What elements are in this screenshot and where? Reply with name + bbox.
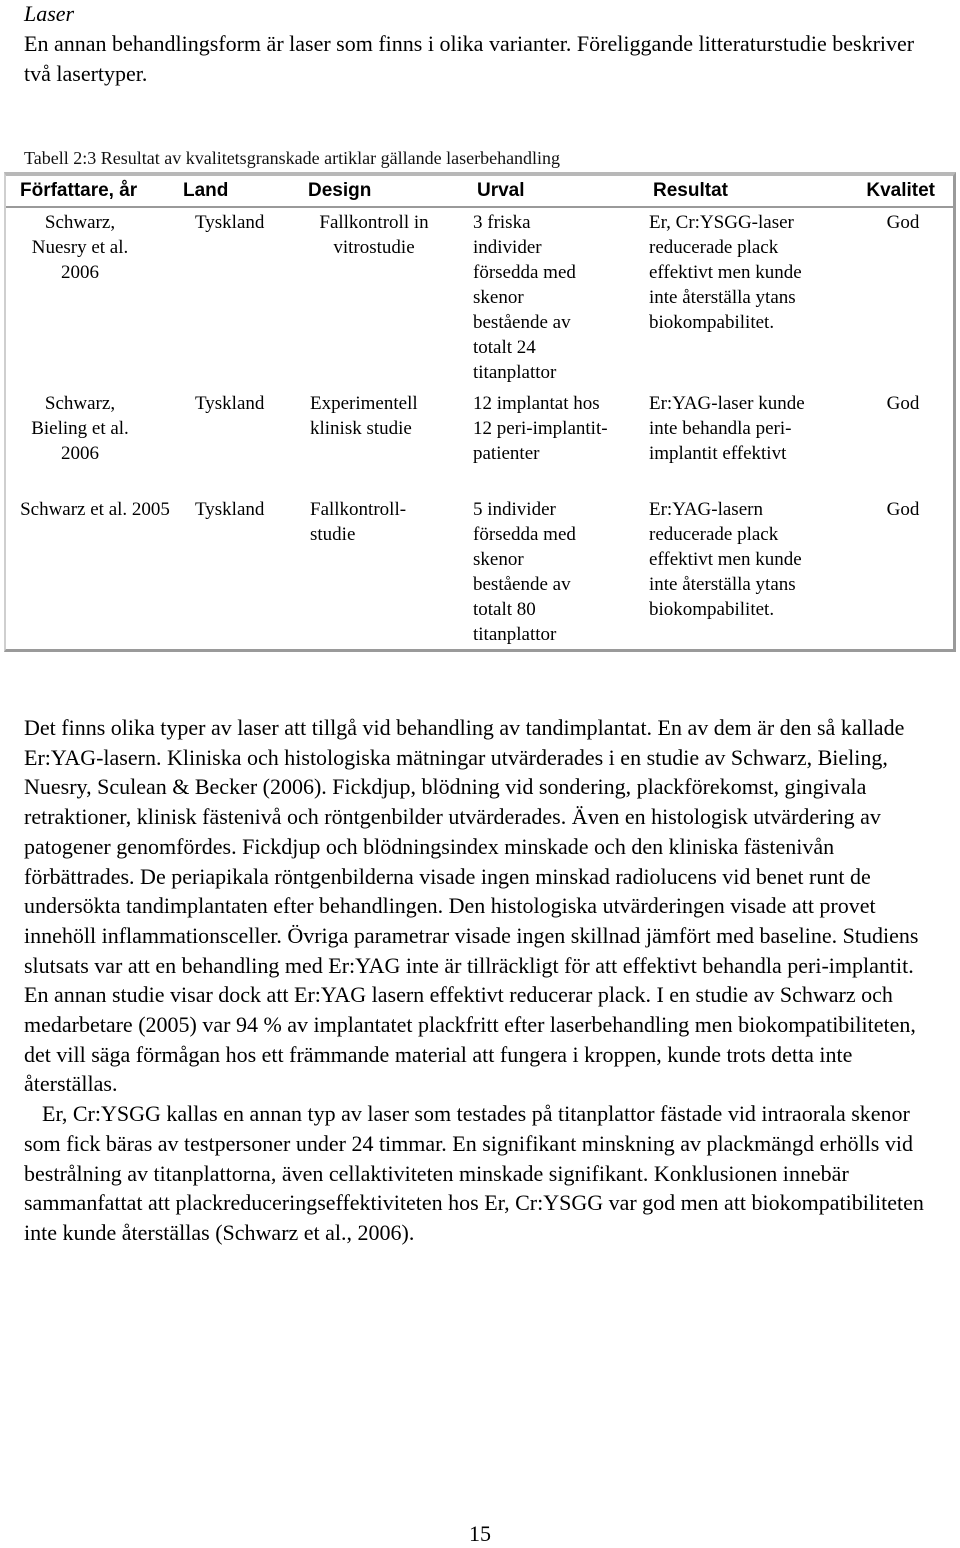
page-number: 15 xyxy=(469,1521,491,1546)
cell-author-text: Schwarz et al. 2005 xyxy=(20,499,170,520)
cell-sample xyxy=(467,497,645,647)
cell-design xyxy=(300,391,467,497)
cell-design xyxy=(300,497,467,647)
results-table xyxy=(6,176,953,647)
cell-country xyxy=(173,497,300,647)
cell-quality-text: God xyxy=(886,499,920,520)
table-header-row xyxy=(6,176,953,208)
body-paragraph-2: Er, Cr:YSGG kallas en annan typ av laser som testades på titanplattor fästade vid intraorala skenor som fick bäras av testpersoner under 24 timmar. En signifikant minskning av plackmängd erhölls vid bestrålning av titanplattorna, även cellaktiviteten minskade signifikant. Konklusionen innebär sammanfattat att plackreduceringseffektiviteten hos Er, Cr:YSGG var god men att biokompatibiliteten inte kunde återställas (Schwarz et al., 2006). xyxy=(24,1101,924,1245)
cell-quality xyxy=(853,497,953,647)
cell-country-text: Tyskland xyxy=(195,393,265,414)
cell-result-text: Er:YAG-lasern reducerade plack effektivt men kunde inte återställa ytans biokompabilitet. xyxy=(649,499,802,620)
cell-quality xyxy=(853,391,953,497)
cell-sample-text: 5 individer försedda med skenor bestående av totalt 80 titanplattor xyxy=(473,499,576,645)
cell-quality-text: God xyxy=(886,393,920,414)
cell-sample xyxy=(467,391,645,497)
header-quality: Kvalitet xyxy=(853,176,953,208)
cell-result-text: Er:YAG-laser kunde inte behandla peri-implantit effektivt xyxy=(649,393,805,464)
cell-country xyxy=(173,208,300,391)
cell-author xyxy=(6,391,173,497)
cell-country-text: Tyskland xyxy=(195,212,265,233)
results-table-frame xyxy=(4,172,956,652)
cell-author xyxy=(6,208,173,391)
cell-author xyxy=(6,497,173,647)
cell-country xyxy=(173,391,300,497)
cell-design-text: Fallkontroll-studie xyxy=(310,499,407,545)
cell-design-text: Fallkontroll in vitrostudie xyxy=(319,212,429,258)
section-heading: Laser xyxy=(24,1,75,26)
cell-quality xyxy=(853,208,953,391)
header-design: Design xyxy=(300,176,467,208)
cell-result xyxy=(645,497,853,647)
table-row xyxy=(6,497,953,647)
body-text xyxy=(24,713,940,1248)
cell-sample-text: 3 friska individer försedda med skenor bestående av totalt 24 titanplattor xyxy=(473,212,576,383)
table-caption: Tabell 2:3 Resultat av kvalitetsgranskade artiklar gällande laserbehandling xyxy=(24,148,561,168)
cell-result-text: Er, Cr:YSGG-laser reducerade plack effektivt men kunde inte återställa ytans biokompabilitet. xyxy=(649,212,802,333)
cell-result xyxy=(645,208,853,391)
cell-result xyxy=(645,391,853,497)
body-paragraph-1: Det finns olika typer av laser att tillgå vid behandling av tandimplantat. En av dem är den så kallade Er:YAG-lasern. Kliniska och histologiska mätningar utvärderades i en studie av Schwarz, Bieling, Nuesry, Sculean & Becker (2006). Fickdjup, blödning vid sondering, plackförekomst, gingivala retraktioner, klinisk fästenivå och röntgenbilder utvärderades. Även en histologisk utvärdering av patogener genomfördes. Fickdjup och blödningsindex minskade och den kliniska fästenivån förbättrades. De periapikala röntgenbilderna visade ingen minskad radiolucens vid benet runt de undersökta tandimplantaten efter behandlingen. Den histologiska utvärderingen visade att provet innehöll inflammationsceller. Övriga parametrar visade ingen skillnad jämfört med baseline. Studiens slutsats var att en behandling med Er:YAG inte är tillräckligt för att effektivt behandla peri-implantit. En annan studie visar dock att Er:YAG lasern effektivt reducerar plack. I en studie av Schwarz och medarbetare (2005) var 94 % av implantatet plackfritt efter laserbehandling men biokompatibiliteten, det vill säga förmågan hos ett främmande material att fungera i kroppen, kunde trots detta inte återställas. xyxy=(24,715,919,1097)
header-author: Författare, år xyxy=(6,176,173,208)
cell-country-text: Tyskland xyxy=(195,499,265,520)
header-result: Resultat xyxy=(645,176,853,208)
table-row xyxy=(6,391,953,497)
cell-design-text: Experimentell klinisk studie xyxy=(310,393,418,439)
header-sample: Urval xyxy=(467,176,645,208)
cell-quality-text: God xyxy=(886,212,920,233)
cell-design xyxy=(300,208,467,391)
intro-paragraph: En annan behandlingsform är laser som finns i olika varianter. Föreliggande litteraturstudie beskriver två lasertyper. xyxy=(24,31,915,86)
cell-author-text: Schwarz, Nuesry et al. 2006 xyxy=(31,212,129,283)
cell-author-text: Schwarz, Bieling et al. 2006 xyxy=(31,393,129,464)
table-row xyxy=(6,208,953,391)
cell-sample xyxy=(467,208,645,391)
cell-sample-text: 12 implantat hos 12 peri-implantit-patienter xyxy=(473,393,608,464)
header-country: Land xyxy=(173,176,300,208)
